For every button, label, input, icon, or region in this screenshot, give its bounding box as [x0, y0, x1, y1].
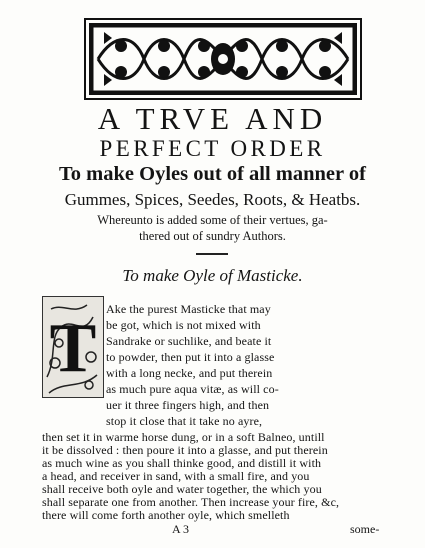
body-line: then set it in warme horse dung, or in a soft Balneo, untill — [42, 430, 325, 444]
body-line: be got, which is not mixed with — [106, 318, 261, 332]
section-heading: To make Oyle of Masticke. — [122, 266, 303, 285]
title-line-4: Gummes, Spices, Seedes, Roots, & Heatbs. — [64, 190, 361, 209]
dropcap-letter: T — [49, 310, 97, 387]
body-line: stop it close that it take no ayre, — [106, 414, 263, 428]
body-line: it be dissolved : then poure it into a glasse, and put therein — [42, 443, 328, 457]
title-line-1: A TRVE AND — [97, 101, 328, 136]
divider-rule — [196, 253, 228, 255]
body-line: as much wine as you shall thinke good, and distill it with — [42, 456, 322, 470]
body-line: uer it three fingers high, and then — [106, 398, 270, 412]
signature-mark: A 3 — [172, 522, 190, 536]
title-line-5: Whereunto is added some of their vertues, ga- — [97, 213, 328, 227]
body-line: shall separate one from another. Then increase your fire, &c, — [42, 495, 340, 509]
body-line: shall receive both oyle and water together, the which you — [42, 482, 322, 496]
body-line: Sandrake or suchlike, and beate it — [106, 334, 272, 348]
body-line: with a long necke, and put therein — [106, 366, 273, 380]
body-line: as much pure aqua vitæ, as will co- — [106, 382, 279, 396]
title-line-2: PERFECT ORDER — [99, 136, 326, 161]
title-line-6: thered out of sundry Authors. — [139, 229, 286, 243]
body-line: to powder, then put it into a glasse — [106, 350, 275, 364]
body-line: a head, and receiver in sand, with a small fire, and you — [42, 469, 310, 483]
catchword: some- — [350, 522, 380, 536]
body-line: there will come forth another oyle, which smelleth — [42, 508, 290, 522]
title-line-3: To make Oyles out of all manner of — [59, 163, 366, 185]
body-line: Ake the purest Masticke that may — [106, 302, 271, 316]
ornamental-headpiece — [84, 18, 362, 100]
decorated-initial — [42, 296, 104, 398]
